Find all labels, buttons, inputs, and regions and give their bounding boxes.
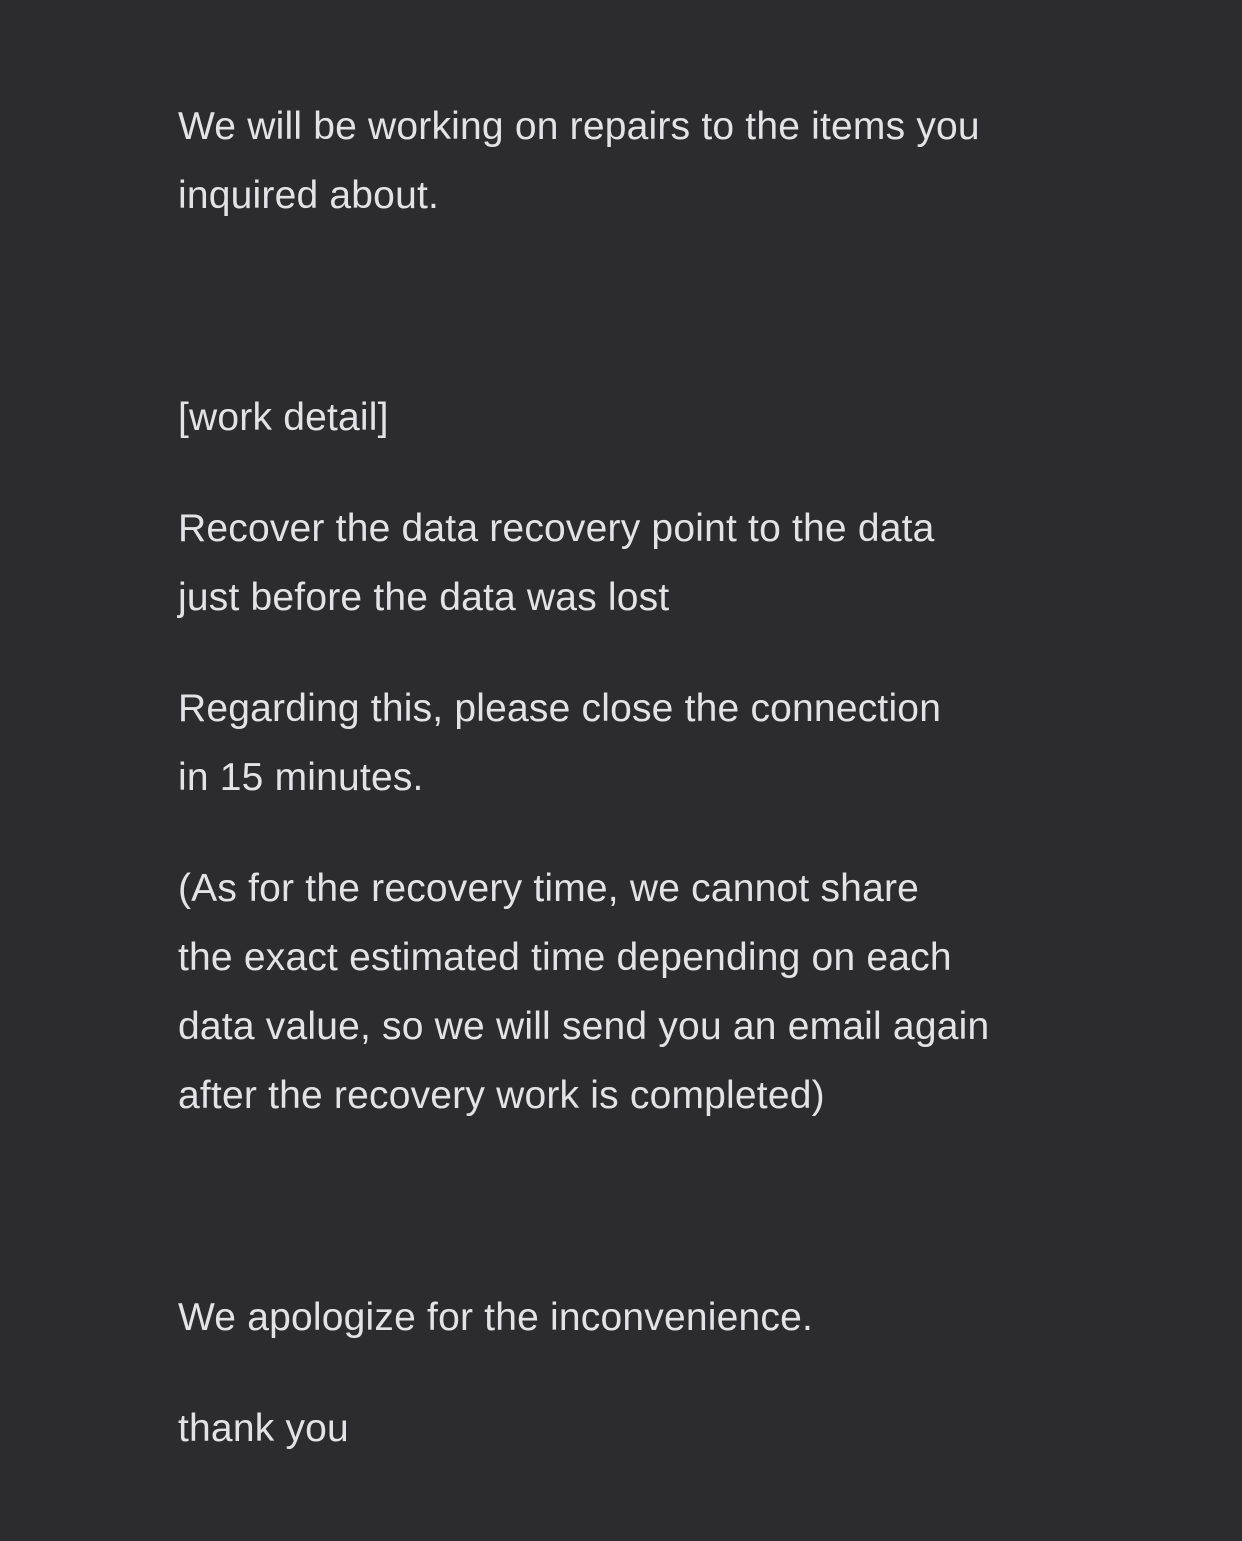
connection-notice-line: in 15 minutes.: [178, 756, 424, 799]
apology-text: We apologize for the inconvenience.: [178, 1296, 814, 1339]
recovery-time-note-line: the exact estimated time depending on each: [178, 936, 952, 979]
recovery-time-note-line: (As for the recovery time, we cannot share: [178, 867, 920, 910]
recovery-time-note-line: after the recovery work is completed): [178, 1074, 825, 1117]
recovery-line: Recover the data recovery point to the data: [178, 507, 935, 550]
intro-paragraph: [178, 92, 980, 230]
work-detail-heading-text: [work detail]: [178, 396, 389, 439]
intro-line: We will be working on repairs to the items you: [178, 105, 980, 148]
recovery-time-note-paragraph: [178, 854, 989, 1130]
intro-line: inquired about.: [178, 174, 440, 217]
work-detail-heading: [178, 383, 389, 452]
closing-text: thank you: [178, 1407, 349, 1450]
recovery-paragraph: [178, 494, 935, 632]
connection-notice-line: Regarding this, please close the connection: [178, 687, 942, 730]
recovery-time-note-line: data value, so we will send you an email again: [178, 1005, 990, 1048]
connection-notice-paragraph: [178, 674, 941, 812]
apology-paragraph: [178, 1283, 813, 1352]
recovery-line: just before the data was lost: [178, 576, 670, 619]
closing-paragraph: [178, 1394, 349, 1463]
